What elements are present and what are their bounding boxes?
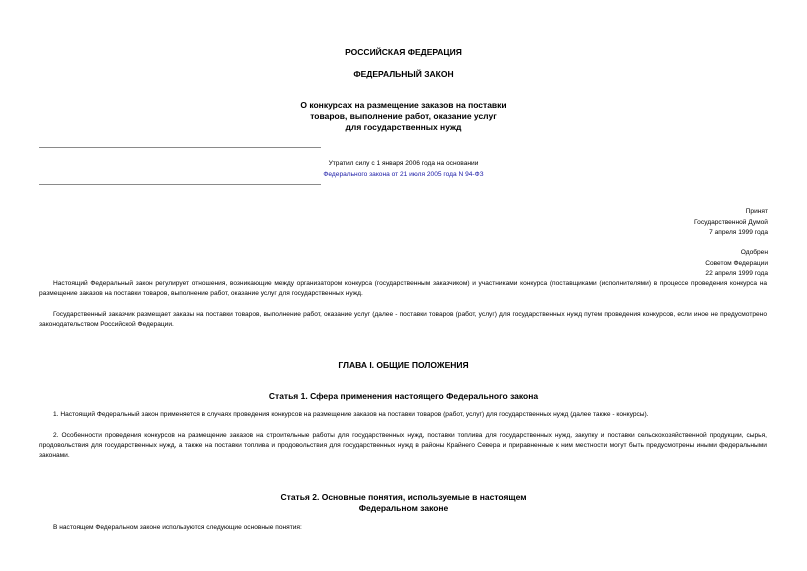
accepted-by: Государственной Думой <box>694 218 768 226</box>
article-1-paragraph-2: 2. Особенности проведения конкурсов на размещение заказов на строительные работы для государственных нужд, поставки топлива для государственных нужд, закупку и поставки сельскохозяйственной продукции, сырья, продовольствия для государственных нужд, а также на поставки топлива и продовольствия для государственных нужд в районы Крайнего Севера и приравненные к ним местности могут быть предусмотрены иными федеральными законами. <box>39 432 767 459</box>
accepted-date: 7 апреля 1999 года <box>709 229 768 236</box>
document-type-heading: ФЕДЕРАЛЬНЫЙ ЗАКОН <box>353 69 454 79</box>
law-title-line-1: О конкурсах на размещение заказов на поставки <box>300 100 507 110</box>
country-heading: РОССИЙСКАЯ ФЕДЕРАЦИЯ <box>345 47 462 57</box>
article-2-title-line-2: Федеральном законе <box>358 503 449 513</box>
accepted-label: Принят <box>745 208 768 215</box>
divider-top <box>39 147 321 148</box>
repeal-note-link-row <box>0 170 807 180</box>
approved-by: Советом Федерации <box>705 259 768 267</box>
approved-date: 22 апреля 1999 года <box>705 270 768 277</box>
article-1-paragraph-1: 1. Настоящий Федеральный закон применяется в случаях проведения конкурсов на размещение заказов на поставки товаров (работ, услуг) для государственных нужд (далее также - конкурсы). <box>53 411 649 418</box>
intro-paragraph-2: Государственный заказчик размещает заказы на поставки товаров, выполнение работ, оказание услуг (далее - поставки товаров (работ, услуг) для государственных нужд путем проведения конкурсов, если иное не предусмотрено законодательством Российской Федерации. <box>39 311 767 328</box>
article-2-paragraph-1: В настоящем Федеральном законе используются следующие основные понятия: <box>53 524 302 531</box>
law-title-line-3: для государственных нужд <box>345 122 462 132</box>
divider-bottom <box>39 184 321 185</box>
article-2-title-line-1: Статья 2. Основные понятия, используемые в настоящем <box>280 492 527 502</box>
article-1-title: Статья 1. Сфера применения настоящего Федерального закона <box>268 391 539 401</box>
approved-label: Одобрен <box>740 249 768 256</box>
repeal-note: Утратил силу с 1 января 2006 года на основании <box>328 160 479 167</box>
law-title-line-2: товаров, выполнение работ, оказание услуг <box>310 111 497 121</box>
repeal-law-link[interactable]: Федерального закона от 21 июля 2005 года N 94-ФЗ <box>323 171 484 178</box>
approval-block <box>705 248 768 280</box>
intro-paragraph-1: Настоящий Федеральный закон регулирует отношения, возникающие между организатором конкурса (государственным заказчиком) и участниками конкурса (поставщиками (исполнителями) в процессе проведения конкурса на размещение заказов на поставки товаров, выполнение работ, оказание услуг для государственных нужд. <box>39 280 767 297</box>
adoption-block <box>694 207 768 239</box>
chapter-1-title: ГЛАВА I. ОБЩИЕ ПОЛОЖЕНИЯ <box>338 360 469 370</box>
